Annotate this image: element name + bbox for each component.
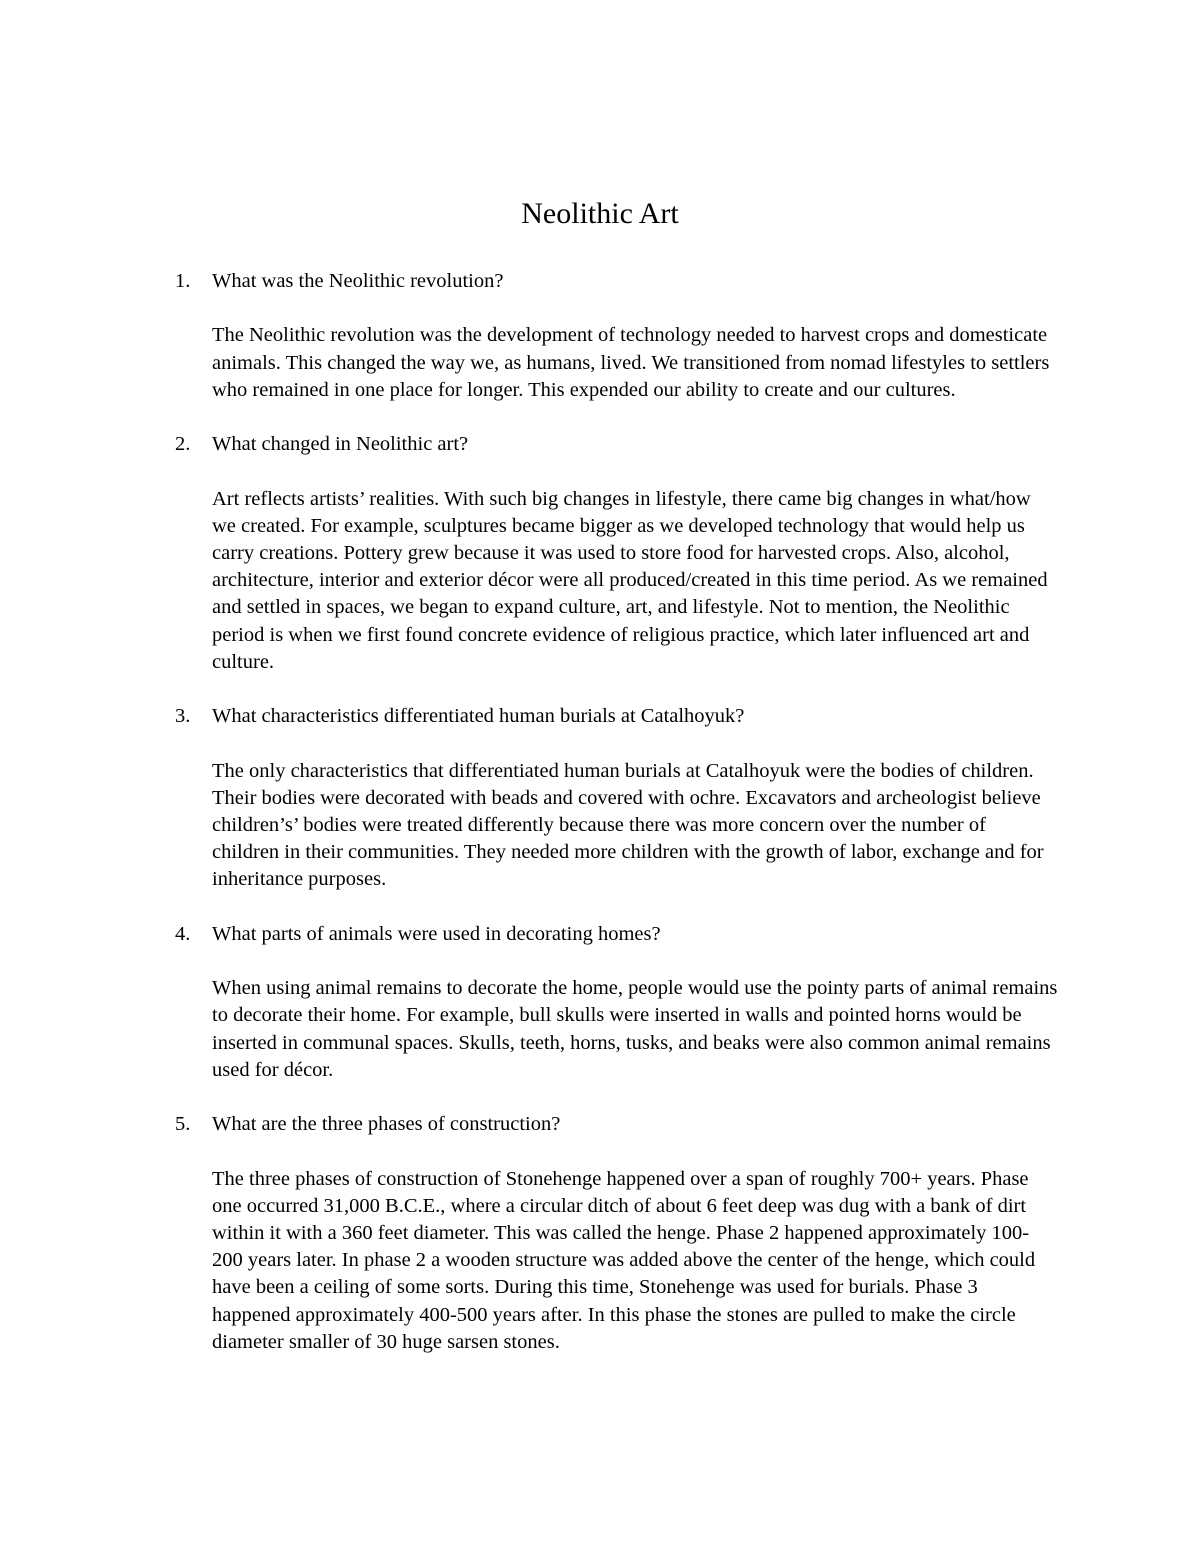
answer-text: The three phases of construction of Stonehenge happened over a span of roughly 700+ years. Phase one occurred 31,000 B.C.E., where a circular ditch of about 6 feet deep was dug with a bank of dirt within it with a 360 feet diameter. This was called the henge. Phase 2 happened approximately 100-200 years later. In phase 2 a wooden structure was added above the center of the henge, which could have been a ceiling of some sorts. During this time, Stonehenge was used for burials. Phase 3 happened approximately 400-500 years after. In this phase the stones are pulled to make the circle diameter smaller of 30 huge sarsen stones. [212, 1167, 1036, 1353]
question-text: What are the three phases of construction? [212, 1113, 561, 1136]
answer-text: The Neolithic revolution was the development of technology needed to harvest crops and domesticate animals. This changed the way we, as humans, lived. We transitioned from nomad lifestyles to settlers who remained in one place for longer. This expended our ability to create and our cultures. [212, 324, 1050, 401]
question-list [175, 268, 1058, 1356]
question-number: 3. [175, 705, 191, 728]
question-text: What changed in Neolithic art? [212, 433, 469, 456]
question-number: 4. [175, 922, 191, 945]
question-item-5 [175, 1111, 1055, 1356]
answer-text: The only characteristics that differentiated human burials at Catalhoyuk were the bodies of children. Their bodies were decorated with beads and covered with ochre. Excavators and archeologist believe children’s’ bodies were treated differently because there was more concern over the number of children in their communities. They needed more children with the growth of labor, exchange and for inheritance purposes. [212, 759, 1044, 891]
document-title: Neolithic Art [521, 197, 679, 230]
answer-text: When using animal remains to decorate the home, people would use the pointy parts of animal remains to decorate their home. For example, bull skulls were inserted in walls and pointed horns would be inserted in communal spaces. Skulls, teeth, horns, tusks, and beaks were also common animal remains used for décor. [212, 977, 1058, 1081]
question-number: 2. [175, 433, 191, 456]
question-text: What parts of animals were used in decorating homes? [212, 922, 661, 945]
answer-text: Art reflects artists’ realities. With such big changes in lifestyle, there came big changes in what/how we created. For example, sculptures became bigger as we developed technology that would help us carry creations. Pottery grew because it was used to store food for harvested crops. Also, alcohol, architecture, interior and exterior décor were all produced/created in this time period. As we remained and settled in spaces, we began to expand culture, art, and lifestyle. Not to mention, the Neolithic period is when we first found concrete evidence of religious practice, which later influenced art and culture. [212, 487, 1048, 673]
question-item-2 [175, 431, 1055, 676]
question-item-3 [175, 703, 1055, 893]
question-number: 5. [175, 1113, 191, 1136]
question-item-1 [175, 268, 1055, 404]
question-text: What characteristics differentiated human burials at Catalhoyuk? [212, 705, 745, 728]
question-item-4 [175, 921, 1058, 1084]
question-text: What was the Neolithic revolution? [212, 270, 504, 292]
question-number: 1. [175, 270, 191, 292]
